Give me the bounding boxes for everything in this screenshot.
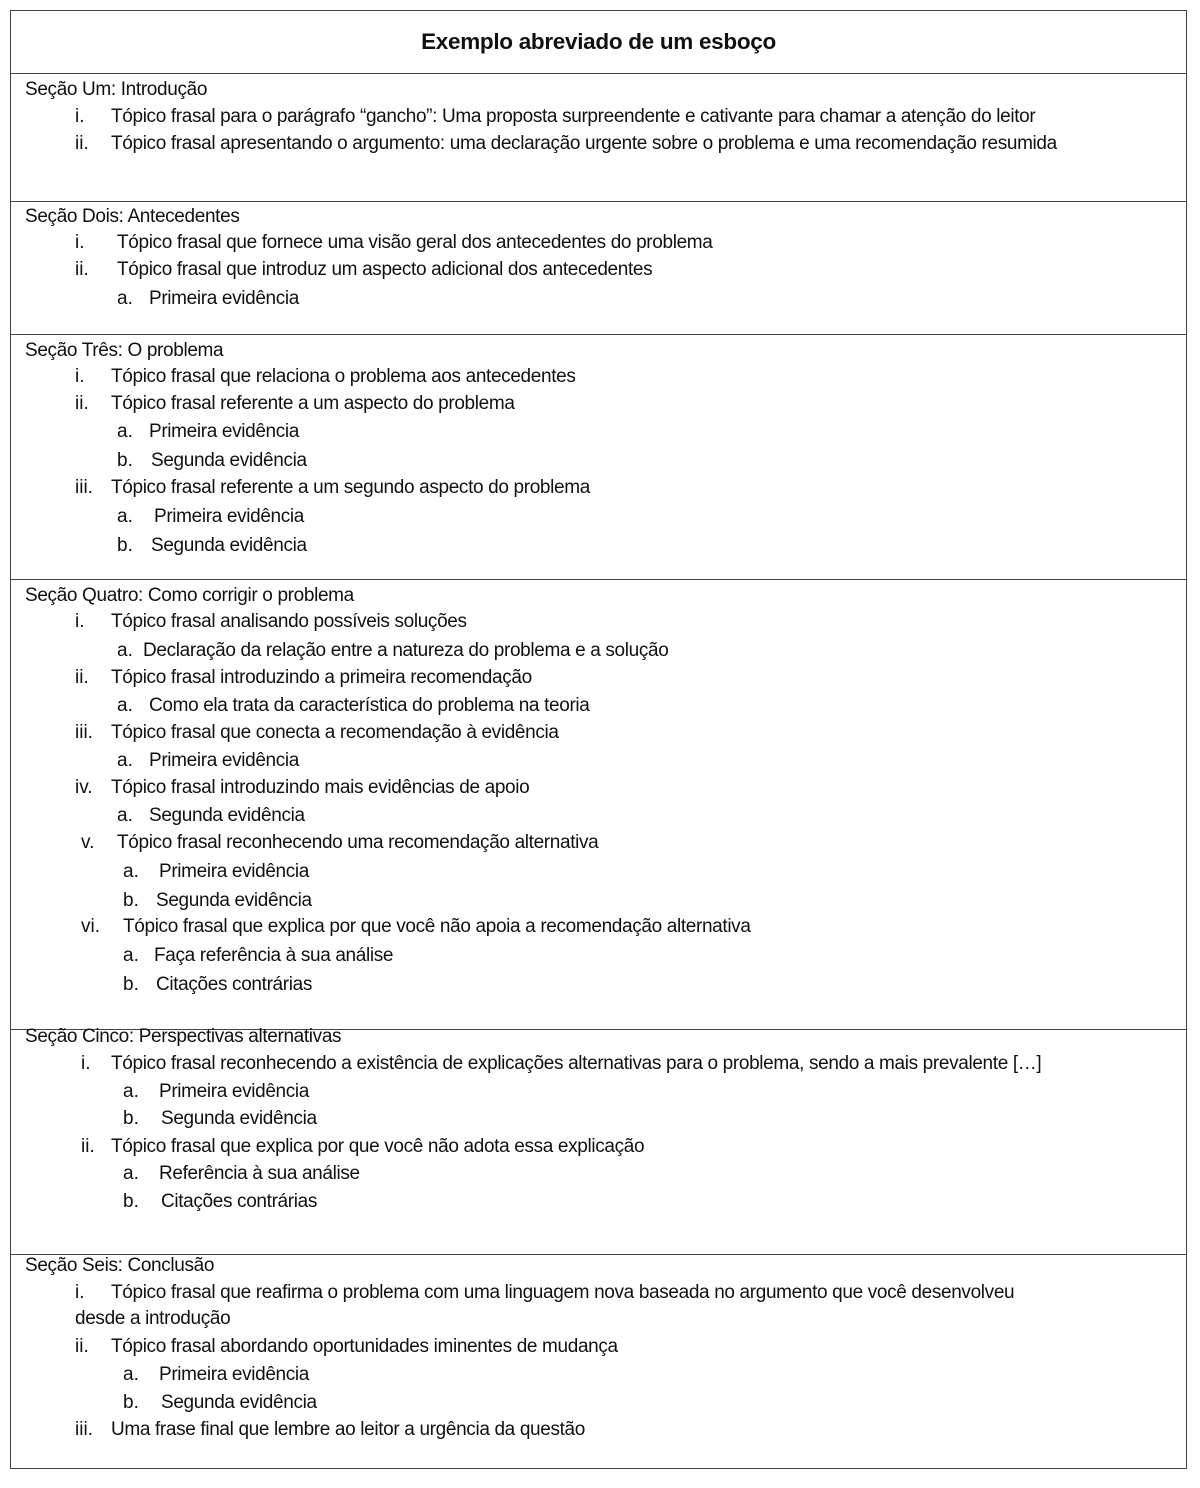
item-number: v. [81,832,95,853]
item-text: Tópico frasal que introduz um aspecto adicional dos antecedentes [117,259,653,280]
subitem-text: Como ela trata da característica do problema na teoria [149,695,590,716]
outline-section [11,74,1186,202]
section-heading: Seção Três: O problema [25,340,224,361]
item-text: Tópico frasal que fornece uma visão geral dos antecedentes do problema [117,232,713,253]
item-number: ii. [75,259,89,280]
subitem-text: Segunda evidência [151,450,307,471]
subitem-text: Primeira evidência [149,750,299,771]
item-number: ii. [75,133,89,154]
subitem-letter: b. [117,535,133,556]
item-number: ii. [81,1136,95,1157]
subitem-letter: b. [123,1191,139,1212]
subitem-text: Primeira evidência [159,1081,309,1102]
item-text: Tópico frasal reconhecendo a existência de explicações alternativas para o problema, sendo a mais prevalente […] [111,1053,1042,1074]
subitem-letter: b. [123,974,139,995]
item-text: Tópico frasal que relaciona o problema aos antecedentes [111,366,576,387]
item-text: Tópico frasal reconhecendo uma recomendação alternativa [117,832,599,853]
subitem-text: Primeira evidência [159,1364,309,1385]
subitem-text: Primeira evidência [149,288,299,309]
subitem-letter: b. [123,1392,139,1413]
subitem-text: Segunda evidência [151,535,307,556]
item-text: Tópico frasal introduzindo mais evidências de apoio [111,777,530,798]
subitem-letter: a. [123,861,139,882]
item-text: Tópico frasal analisando possíveis soluções [111,611,467,632]
section-heading: Seção Quatro: Como corrigir o problema [25,585,354,606]
subitem-letter: b. [123,1108,139,1129]
item-number: iii. [75,1419,93,1440]
subitem-text: Segunda evidência [156,890,312,911]
subitem-letter: a. [123,1081,139,1102]
section-heading: Seção Um: Introdução [25,79,208,100]
item-text: Uma frase final que lembre ao leitor a urgência da questão [111,1419,585,1440]
item-text-continuation: desde a introdução [75,1308,231,1329]
subitem-text: Primeira evidência [159,861,309,882]
subitem-text: Citações contrárias [156,974,312,995]
outline-section [11,580,1186,1030]
item-number: i. [75,232,85,253]
item-number: iv. [75,777,93,798]
item-text: Tópico frasal referente a um aspecto do problema [111,393,515,414]
subitem-text: Segunda evidência [161,1392,317,1413]
item-text: Tópico frasal que explica por que você não apoia a recomendação alternativa [123,916,751,937]
item-text: Tópico frasal referente a um segundo aspecto do problema [111,477,590,498]
outline-section [11,1255,1186,1468]
item-text: Tópico frasal que explica por que você não adota essa explicação [111,1136,645,1157]
subitem-letter: a. [123,1163,139,1184]
item-number: ii. [75,667,89,688]
subitem-letter: a. [117,695,133,716]
item-number: i. [75,1282,85,1303]
item-text: Tópico frasal abordando oportunidades iminentes de mudança [111,1336,618,1357]
subitem-letter: a. [117,506,133,527]
item-text: Tópico frasal que conecta a recomendação à evidência [111,722,559,743]
outline-table [10,10,1187,1469]
item-text: Tópico frasal para o parágrafo “gancho”: Uma proposta surpreendente e cativante para chamar a atenção do leitor [111,106,1036,127]
subitem-text: Primeira evidência [154,506,304,527]
outline-section [11,335,1186,580]
subitem-text: Segunda evidência [149,805,305,826]
outline-section [11,202,1186,335]
section-heading: Seção Seis: Conclusão [25,1255,215,1276]
item-number: i. [75,106,85,127]
item-number: iii. [75,477,93,498]
subitem-letter: b. [117,450,133,471]
section-heading: Seção Dois: Antecedentes [25,206,240,227]
subitem-letter: a. [117,640,133,661]
item-number: vi. [81,916,100,937]
subitem-text: Primeira evidência [149,421,299,442]
subitem-letter: a. [123,945,139,966]
subitem-text: Declaração da relação entre a natureza do problema e a solução [143,640,669,661]
subitem-letter: a. [117,750,133,771]
subitem-text: Segunda evidência [161,1108,317,1129]
item-number: iii. [75,722,93,743]
item-number: i. [75,611,85,632]
section-heading: Seção Cinco: Perspectivas alternativas [25,1026,342,1047]
subitem-letter: a. [117,421,133,442]
item-text: Tópico frasal que reafirma o problema com uma linguagem nova baseada no argumento que você desenvolveu [111,1282,1015,1303]
subitem-letter: a. [123,1364,139,1385]
subitem-text: Faça referência à sua análise [154,945,394,966]
page-title: Exemplo abreviado de um esboço [421,29,776,54]
item-number: i. [81,1053,91,1074]
item-number: ii. [75,1336,89,1357]
item-number: i. [75,366,85,387]
title-row [11,11,1186,74]
outline-section [11,1026,1186,1255]
item-text: Tópico frasal apresentando o argumento: uma declaração urgente sobre o problema e uma recomendação resumida [111,133,1057,154]
subitem-letter: a. [117,805,133,826]
item-number: ii. [75,393,89,414]
subitem-text: Referência à sua análise [159,1163,360,1184]
subitem-letter: b. [123,890,139,911]
item-text: Tópico frasal introduzindo a primeira recomendação [111,667,532,688]
subitem-text: Citações contrárias [161,1191,317,1212]
sections-container [11,74,1186,1468]
subitem-letter: a. [117,288,133,309]
